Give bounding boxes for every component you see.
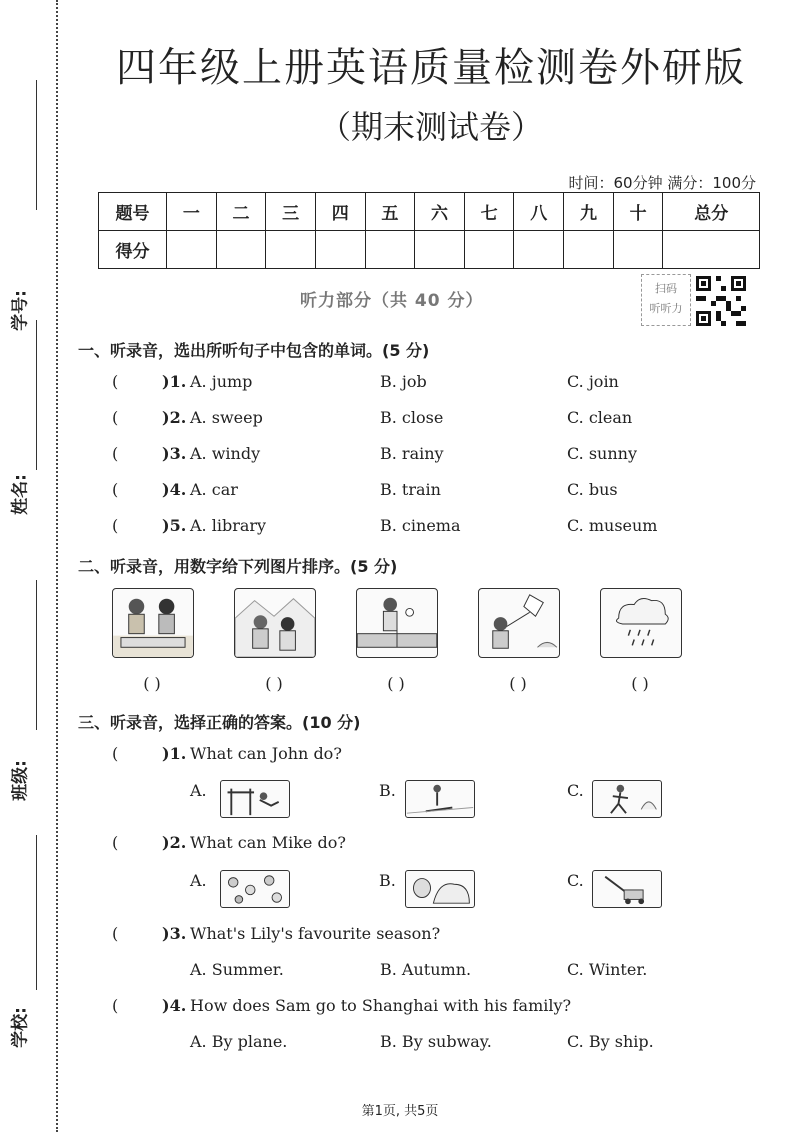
question-number: )1. xyxy=(162,372,187,391)
list-item xyxy=(112,744,762,768)
option-c: C. join xyxy=(567,372,619,391)
list-item xyxy=(112,833,762,857)
answer-blank[interactable]: ( xyxy=(112,480,119,499)
option-b: B. xyxy=(379,781,396,800)
score-entry[interactable] xyxy=(167,231,217,269)
option-a: A. car xyxy=(190,480,238,499)
student-id-line xyxy=(36,80,37,210)
score-cell: 一 xyxy=(167,193,217,231)
answer-blank[interactable]: ( xyxy=(112,408,119,427)
option-c: C. By ship. xyxy=(567,1032,654,1051)
score-entry[interactable] xyxy=(266,231,316,269)
score-row-label: 得分 xyxy=(99,231,167,269)
student-id-field[interactable] xyxy=(0,70,50,331)
picture-answer-blank[interactable]: ( ) xyxy=(631,674,649,693)
option-c: C. clean xyxy=(567,408,633,427)
picture-high-jump xyxy=(220,780,290,818)
option-b: B. Autumn. xyxy=(380,960,472,979)
answer-blank[interactable]: ( xyxy=(112,924,119,943)
picture-children-sandbox xyxy=(112,588,194,658)
picture-flowers xyxy=(220,870,290,908)
scan-hint-line1: 扫码 xyxy=(655,282,677,295)
score-cell: 总分 xyxy=(663,193,760,231)
section1-heading: 一、听录音，选出所听句子中包含的单词。(5 分) xyxy=(78,341,430,360)
score-table xyxy=(98,192,760,269)
option-b: B. close xyxy=(380,408,444,427)
picture-boy-table-tennis xyxy=(356,588,438,658)
school-label: 学校: xyxy=(10,1007,31,1048)
score-entry[interactable] xyxy=(663,231,760,269)
option-c: C. Winter. xyxy=(567,960,648,979)
answer-blank[interactable]: ( xyxy=(112,996,119,1015)
section3-heading: 三、听录音，选择正确的答案。(10 分) xyxy=(78,713,361,732)
option-a: A. sweep xyxy=(190,408,263,427)
name-field[interactable] xyxy=(0,310,50,530)
option-c: C. sunny xyxy=(567,444,638,463)
question-number: )4. xyxy=(162,480,187,499)
picture-children-hiking xyxy=(234,588,316,658)
list-item xyxy=(112,372,762,396)
option-c: C. bus xyxy=(567,480,618,499)
name-label: 姓名: xyxy=(10,474,31,515)
option-a: A. By plane. xyxy=(190,1032,288,1051)
list-item xyxy=(112,1032,762,1056)
score-entry[interactable] xyxy=(564,231,614,269)
option-b: B. train xyxy=(380,480,441,499)
class-line xyxy=(36,580,37,730)
question-number: )2. xyxy=(162,833,187,852)
qr-code-icon[interactable] xyxy=(696,276,746,326)
picture-skiing xyxy=(405,780,475,818)
picture-answer-blank[interactable]: ( ) xyxy=(143,674,161,693)
score-cell: 九 xyxy=(564,193,614,231)
picture-rain-cloud xyxy=(600,588,682,658)
score-cell: 八 xyxy=(514,193,564,231)
score-cell: 五 xyxy=(365,193,415,231)
question-stem: What's Lily's favourite season? xyxy=(190,924,441,943)
question-number: )3. xyxy=(162,924,187,943)
option-b: B. xyxy=(379,871,396,890)
score-entry[interactable] xyxy=(315,231,365,269)
option-c: C. museum xyxy=(567,516,658,535)
picture-answer-blank[interactable]: ( ) xyxy=(265,674,283,693)
student-id-label: 学号: xyxy=(10,290,31,331)
score-entry[interactable] xyxy=(613,231,663,269)
answer-blank[interactable]: ( xyxy=(112,744,119,763)
picture-bush xyxy=(405,870,475,908)
option-c: C. xyxy=(567,781,584,800)
cut-line xyxy=(56,0,58,1132)
option-a: A. xyxy=(190,781,207,800)
question-number: )4. xyxy=(162,996,187,1015)
page-number: 第1页, 共5页 xyxy=(361,1104,439,1119)
option-a: A. xyxy=(190,871,207,890)
option-b: B. job xyxy=(380,372,427,391)
score-cell: 六 xyxy=(415,193,465,231)
option-b: B. cinema xyxy=(380,516,461,535)
page-title: 四年级上册英语质量检测卷外研版 xyxy=(116,45,746,91)
school-line xyxy=(36,835,37,990)
question-number: )1. xyxy=(162,744,187,763)
picture-answer-blank[interactable]: ( ) xyxy=(509,674,527,693)
listening-section-title: 听力部分（共 40 分） xyxy=(300,291,484,311)
score-cell: 题号 xyxy=(99,193,167,231)
binding-margin xyxy=(0,0,62,1132)
option-a: A. library xyxy=(190,516,267,535)
score-cell: 十 xyxy=(613,193,663,231)
score-entry[interactable] xyxy=(514,231,564,269)
picture-lawn-mower xyxy=(592,870,662,908)
list-item xyxy=(112,924,762,948)
score-entry[interactable] xyxy=(415,231,465,269)
score-header-row xyxy=(99,193,760,231)
list-item xyxy=(112,960,762,984)
list-item xyxy=(112,516,762,540)
school-field[interactable] xyxy=(0,825,50,1055)
option-a: A. windy xyxy=(190,444,261,463)
picture-answer-blank[interactable]: ( ) xyxy=(387,674,405,693)
question-stem: What can Mike do? xyxy=(190,833,346,852)
score-entry[interactable] xyxy=(365,231,415,269)
section2-heading: 二、听录音，用数字给下列图片排序。(5 分) xyxy=(78,557,398,576)
option-b: B. rainy xyxy=(380,444,444,463)
score-cell: 七 xyxy=(464,193,514,231)
question-number: )3. xyxy=(162,444,187,463)
score-cell: 二 xyxy=(216,193,266,231)
score-cell: 三 xyxy=(266,193,316,231)
question-number: )2. xyxy=(162,408,187,427)
score-entry[interactable] xyxy=(216,231,266,269)
option-c: C. xyxy=(567,871,584,890)
option-a: A. Summer. xyxy=(190,960,284,979)
time-info: 时间：60分钟 满分：100分 xyxy=(568,174,756,192)
option-a: A. jump xyxy=(190,372,253,391)
answer-blank[interactable]: ( xyxy=(112,516,119,535)
class-label: 班级: xyxy=(10,760,31,801)
question-number: )5. xyxy=(162,516,187,535)
picture-running xyxy=(592,780,662,818)
list-item xyxy=(112,444,762,468)
score-value-row xyxy=(99,231,760,269)
score-cell: 四 xyxy=(315,193,365,231)
answer-blank[interactable]: ( xyxy=(112,444,119,463)
page-subtitle: （期末测试卷） xyxy=(318,108,543,146)
list-item xyxy=(112,996,762,1020)
class-field[interactable] xyxy=(0,570,50,801)
scan-hint-line2: 听听力 xyxy=(649,302,683,315)
answer-blank[interactable]: ( xyxy=(112,372,119,391)
score-entry[interactable] xyxy=(464,231,514,269)
list-item xyxy=(112,408,762,432)
question-stem: How does Sam go to Shanghai with his family? xyxy=(190,996,572,1015)
name-line xyxy=(36,320,37,470)
list-item xyxy=(112,480,762,504)
scan-hint xyxy=(641,274,691,326)
answer-blank[interactable]: ( xyxy=(112,833,119,852)
picture-boy-kite xyxy=(478,588,560,658)
option-b: B. By subway. xyxy=(380,1032,492,1051)
question-stem: What can John do? xyxy=(190,744,342,763)
